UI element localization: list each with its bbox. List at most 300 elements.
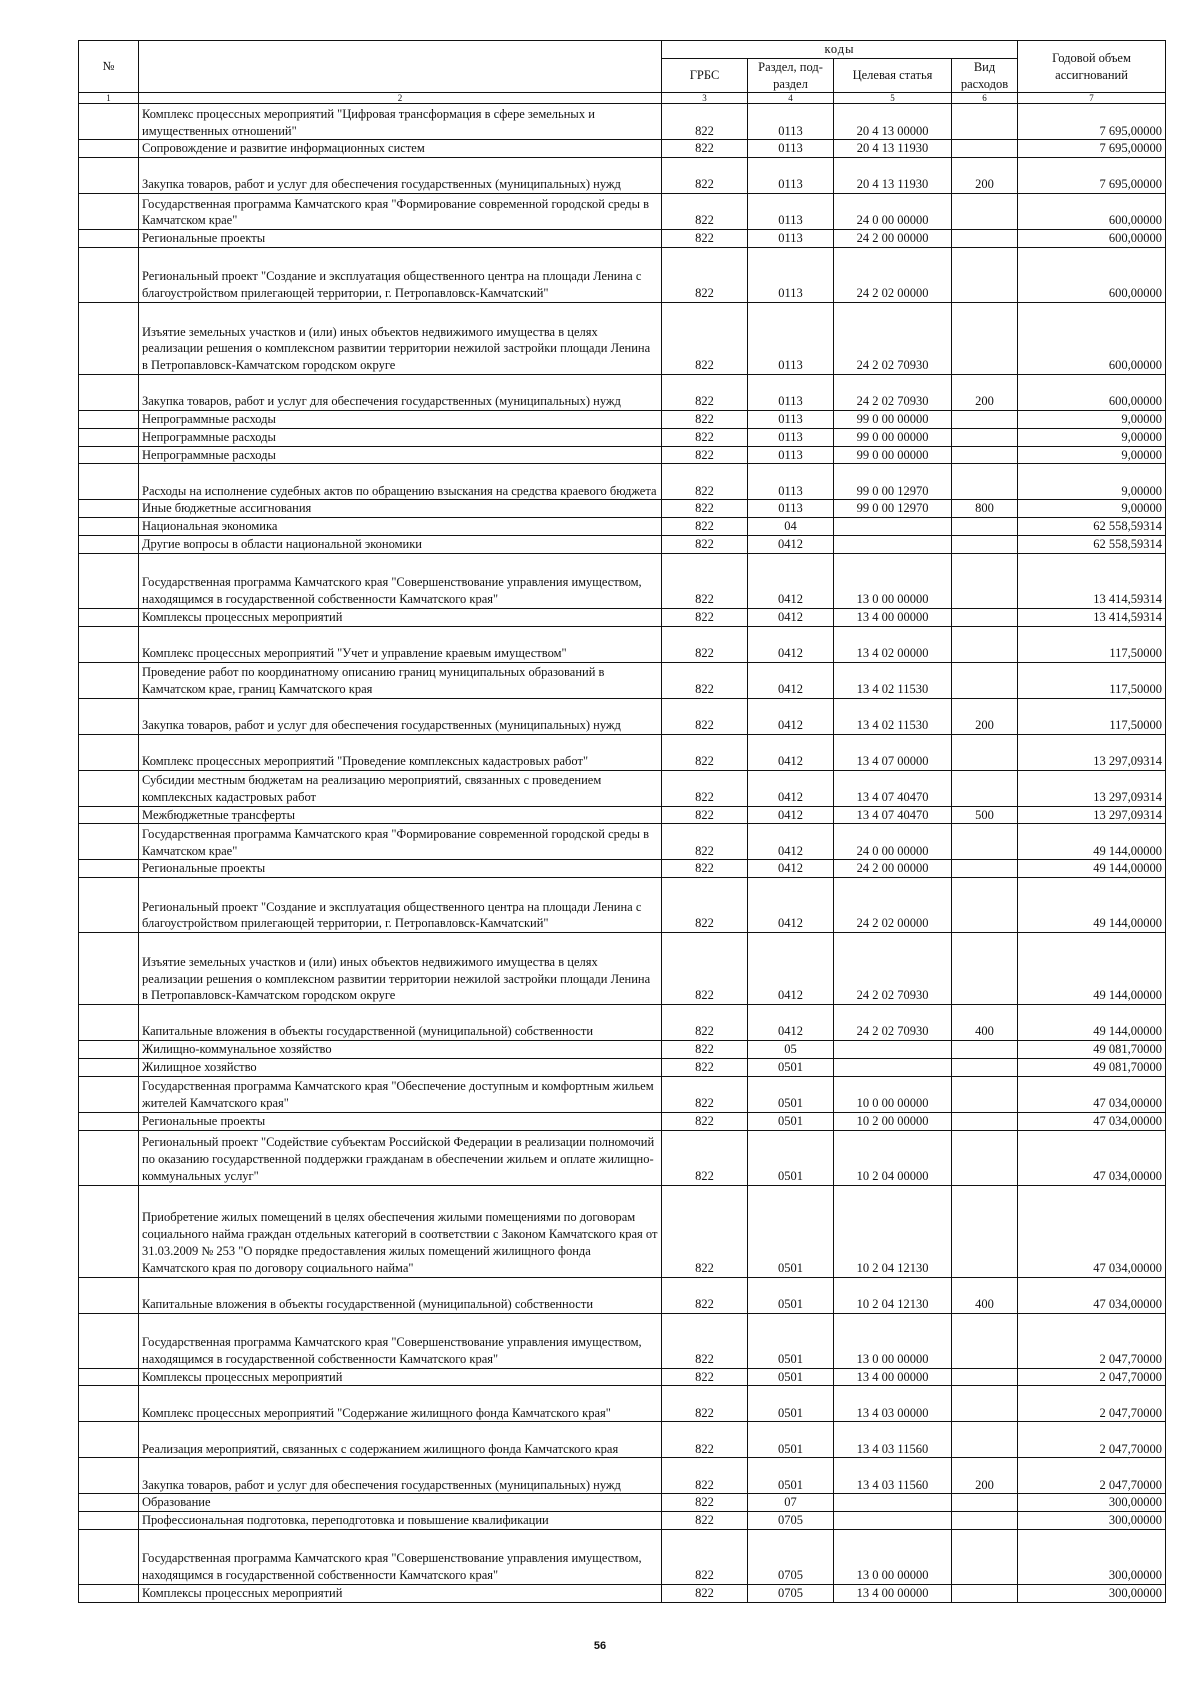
table-row: [79, 553, 1166, 608]
row-vid-cell: [952, 1584, 1018, 1602]
row-vid-cell: [952, 1112, 1018, 1130]
row-vid-cell: [952, 824, 1018, 860]
row-grbs-cell: 822: [662, 428, 748, 446]
row-sum-cell: 117,50000: [1018, 662, 1166, 698]
row-number-cell: [79, 770, 139, 806]
row-name-cell: Приобретение жилых помещений в целях обеспечения жилыми помещениями по договорам социального найма граждан отдельных категорий в соответствии с Законом Камчатского края от 31.03.2009 № 253 "О порядке предоставления жилых помещений жилищного фонда Камчатского края по договору социального найма": [139, 1185, 662, 1277]
table-row: [79, 1076, 1166, 1112]
row-grbs-cell: 822: [662, 158, 748, 194]
row-grbs-cell: 822: [662, 247, 748, 302]
row-razdel-cell: 0113: [748, 194, 834, 230]
row-tselevaya-cell: [834, 518, 952, 536]
row-name-cell: Региональный проект "Содействие субъектам Российской Федерации в реализации полномочий по оказанию государственной поддержки гражданам в обеспечении жильем и оплате жилищно-коммунальных услуг": [139, 1130, 662, 1185]
row-name-cell: Изъятие земельных участков и (или) иных объектов недвижимого имущества в целях реализации решения о комплексном развитии территории нежилой застройки площади Ленина в Петропавловск-Камчатском городском округе: [139, 933, 662, 1005]
row-sum-cell: 9,00000: [1018, 410, 1166, 428]
row-razdel-cell: 07: [748, 1494, 834, 1512]
row-number-cell: [79, 1422, 139, 1458]
table-row: [79, 1313, 1166, 1368]
row-tselevaya-cell: 20 4 13 11930: [834, 140, 952, 158]
table-row: [79, 1005, 1166, 1041]
header-name: [139, 41, 662, 93]
table-body: [79, 104, 1166, 1602]
row-tselevaya-cell: 13 4 07 40470: [834, 770, 952, 806]
row-tselevaya-cell: 13 4 03 00000: [834, 1386, 952, 1422]
row-tselevaya-cell: [834, 1512, 952, 1530]
row-grbs-cell: 822: [662, 464, 748, 500]
table-row: [79, 1058, 1166, 1076]
table-row: [79, 247, 1166, 302]
row-razdel-cell: 05: [748, 1041, 834, 1059]
table-row: [79, 194, 1166, 230]
row-grbs-cell: 822: [662, 1185, 748, 1277]
row-sum-cell: 62 558,59314: [1018, 535, 1166, 553]
row-number-cell: [79, 1529, 139, 1584]
row-razdel-cell: 0501: [748, 1185, 834, 1277]
row-sum-cell: 7 695,00000: [1018, 104, 1166, 140]
row-grbs-cell: 822: [662, 1313, 748, 1368]
row-tselevaya-cell: 99 0 00 00000: [834, 428, 952, 446]
row-name-cell: Жилищное хозяйство: [139, 1058, 662, 1076]
table-row: [79, 428, 1166, 446]
row-name-cell: Образование: [139, 1494, 662, 1512]
row-razdel-cell: 0412: [748, 553, 834, 608]
row-vid-cell: [952, 770, 1018, 806]
table-row: [79, 374, 1166, 410]
row-number-cell: [79, 1185, 139, 1277]
row-tselevaya-cell: [834, 1494, 952, 1512]
row-name-cell: Региональный проект "Создание и эксплуатация общественного центра на площади Ленина с благоустройством прилегающей территории, г. Петропавловск-Камчатский": [139, 247, 662, 302]
table-row: [79, 140, 1166, 158]
row-number-cell: [79, 662, 139, 698]
row-sum-cell: 49 081,70000: [1018, 1058, 1166, 1076]
row-grbs-cell: 822: [662, 446, 748, 464]
header-grbs: ГРБС: [662, 58, 748, 93]
row-tselevaya-cell: 13 4 02 11530: [834, 698, 952, 734]
row-sum-cell: 13 297,09314: [1018, 770, 1166, 806]
row-tselevaya-cell: 10 2 04 12130: [834, 1277, 952, 1313]
row-number-cell: [79, 374, 139, 410]
row-razdel-cell: 0412: [748, 698, 834, 734]
row-grbs-cell: 822: [662, 410, 748, 428]
row-grbs-cell: 822: [662, 608, 748, 626]
row-razdel-cell: 0113: [748, 247, 834, 302]
row-vid-cell: [952, 1368, 1018, 1386]
row-razdel-cell: 0113: [748, 104, 834, 140]
row-vid-cell: [952, 933, 1018, 1005]
table-row: [79, 698, 1166, 734]
row-vid-cell: 800: [952, 500, 1018, 518]
row-tselevaya-cell: 24 2 00 00000: [834, 230, 952, 248]
row-sum-cell: 49 144,00000: [1018, 933, 1166, 1005]
row-grbs-cell: 822: [662, 535, 748, 553]
row-tselevaya-cell: 13 4 00 00000: [834, 1584, 952, 1602]
row-sum-cell: 47 034,00000: [1018, 1277, 1166, 1313]
row-number-cell: [79, 1458, 139, 1494]
row-number-cell: [79, 158, 139, 194]
row-tselevaya-cell: 13 4 00 00000: [834, 608, 952, 626]
row-razdel-cell: 0501: [748, 1058, 834, 1076]
row-vid-cell: [952, 104, 1018, 140]
row-number-cell: [79, 1130, 139, 1185]
table-row: [79, 1185, 1166, 1277]
row-grbs-cell: 822: [662, 140, 748, 158]
row-razdel-cell: 0113: [748, 446, 834, 464]
row-sum-cell: 13 297,09314: [1018, 806, 1166, 824]
table-row: [79, 1130, 1166, 1185]
row-name-cell: Реализация мероприятий, связанных с содержанием жилищного фонда Камчатского края: [139, 1422, 662, 1458]
row-vid-cell: [952, 140, 1018, 158]
row-name-cell: Иные бюджетные ассигнования: [139, 500, 662, 518]
row-sum-cell: 117,50000: [1018, 626, 1166, 662]
row-grbs-cell: 822: [662, 374, 748, 410]
row-sum-cell: 600,00000: [1018, 374, 1166, 410]
row-vid-cell: [952, 1529, 1018, 1584]
row-sum-cell: 9,00000: [1018, 500, 1166, 518]
header-vid: Вид расходов: [952, 58, 1018, 93]
table-row: [79, 1422, 1166, 1458]
row-name-cell: Жилищно-коммунальное хозяйство: [139, 1041, 662, 1059]
row-number-cell: [79, 1494, 139, 1512]
table-row: [79, 1386, 1166, 1422]
table-row: [79, 1494, 1166, 1512]
row-number-cell: [79, 806, 139, 824]
row-number-cell: [79, 608, 139, 626]
row-number-cell: [79, 428, 139, 446]
row-razdel-cell: 0412: [748, 608, 834, 626]
row-grbs-cell: 822: [662, 302, 748, 374]
row-grbs-cell: 822: [662, 553, 748, 608]
table-row: [79, 1112, 1166, 1130]
row-sum-cell: 47 034,00000: [1018, 1185, 1166, 1277]
row-name-cell: Капитальные вложения в объекты государственной (муниципальной) собственности: [139, 1277, 662, 1313]
row-vid-cell: [952, 626, 1018, 662]
table-row: [79, 806, 1166, 824]
row-vid-cell: [952, 230, 1018, 248]
header-obem: Годовой объем ассигнований: [1018, 41, 1166, 93]
header-kody: коды: [662, 41, 1018, 59]
row-number-cell: [79, 410, 139, 428]
row-name-cell: Национальная экономика: [139, 518, 662, 536]
row-razdel-cell: 0705: [748, 1529, 834, 1584]
row-vid-cell: [952, 446, 1018, 464]
col-number: 2: [139, 93, 662, 104]
row-grbs-cell: 822: [662, 104, 748, 140]
row-number-cell: [79, 140, 139, 158]
row-vid-cell: [952, 553, 1018, 608]
row-number-cell: [79, 553, 139, 608]
row-number-cell: [79, 194, 139, 230]
row-razdel-cell: 0705: [748, 1512, 834, 1530]
row-vid-cell: [952, 302, 1018, 374]
row-grbs-cell: 822: [662, 194, 748, 230]
row-grbs-cell: 822: [662, 1130, 748, 1185]
row-vid-cell: [952, 194, 1018, 230]
row-tselevaya-cell: [834, 535, 952, 553]
row-name-cell: Региональные проекты: [139, 860, 662, 878]
page-number: 56: [593, 1640, 607, 1652]
row-razdel-cell: 0412: [748, 734, 834, 770]
row-name-cell: Государственная программа Камчатского края "Обеспечение доступным и комфортным жильем жителей Камчатского края": [139, 1076, 662, 1112]
row-razdel-cell: 0501: [748, 1422, 834, 1458]
row-razdel-cell: 04: [748, 518, 834, 536]
row-razdel-cell: 0113: [748, 410, 834, 428]
row-vid-cell: [952, 1494, 1018, 1512]
row-tselevaya-cell: 24 0 00 00000: [834, 824, 952, 860]
row-grbs-cell: 822: [662, 1584, 748, 1602]
row-name-cell: Сопровождение и развитие информационных систем: [139, 140, 662, 158]
table-row: [79, 626, 1166, 662]
table-row: [79, 1368, 1166, 1386]
table-row: [79, 933, 1166, 1005]
table-row: [79, 410, 1166, 428]
row-sum-cell: 300,00000: [1018, 1529, 1166, 1584]
row-number-cell: [79, 734, 139, 770]
row-razdel-cell: 0113: [748, 230, 834, 248]
header-razdel: Раздел, под-раздел: [748, 58, 834, 93]
row-sum-cell: 300,00000: [1018, 1494, 1166, 1512]
row-tselevaya-cell: 13 4 03 11560: [834, 1422, 952, 1458]
table-row: [79, 464, 1166, 500]
row-name-cell: Государственная программа Камчатского края "Совершенствование управления имуществом, находящимся в государственной собственности Камчатского края": [139, 1529, 662, 1584]
row-razdel-cell: 0412: [748, 770, 834, 806]
row-tselevaya-cell: 10 2 04 00000: [834, 1130, 952, 1185]
row-tselevaya-cell: [834, 1058, 952, 1076]
row-sum-cell: 117,50000: [1018, 698, 1166, 734]
row-tselevaya-cell: 13 4 03 11560: [834, 1458, 952, 1494]
row-sum-cell: 600,00000: [1018, 194, 1166, 230]
row-grbs-cell: 822: [662, 860, 748, 878]
row-number-cell: [79, 1368, 139, 1386]
table-row: [79, 608, 1166, 626]
row-razdel-cell: 0501: [748, 1458, 834, 1494]
row-tselevaya-cell: [834, 1041, 952, 1059]
row-number-cell: [79, 626, 139, 662]
row-razdel-cell: 0501: [748, 1386, 834, 1422]
row-sum-cell: 9,00000: [1018, 446, 1166, 464]
row-sum-cell: 13 414,59314: [1018, 608, 1166, 626]
row-razdel-cell: 0113: [748, 140, 834, 158]
row-tselevaya-cell: 10 0 00 00000: [834, 1076, 952, 1112]
row-vid-cell: [952, 535, 1018, 553]
row-number-cell: [79, 698, 139, 734]
row-tselevaya-cell: 13 4 02 11530: [834, 662, 952, 698]
row-vid-cell: [952, 1313, 1018, 1368]
row-grbs-cell: 822: [662, 1458, 748, 1494]
row-razdel-cell: 0113: [748, 500, 834, 518]
row-razdel-cell: 0412: [748, 1005, 834, 1041]
row-razdel-cell: 0705: [748, 1584, 834, 1602]
table-row: [79, 1277, 1166, 1313]
row-grbs-cell: 822: [662, 734, 748, 770]
row-sum-cell: 49 144,00000: [1018, 1005, 1166, 1041]
row-sum-cell: 2 047,70000: [1018, 1422, 1166, 1458]
row-sum-cell: 600,00000: [1018, 230, 1166, 248]
row-tselevaya-cell: 20 4 13 00000: [834, 104, 952, 140]
row-grbs-cell: 822: [662, 1494, 748, 1512]
row-vid-cell: [952, 1041, 1018, 1059]
row-sum-cell: 300,00000: [1018, 1584, 1166, 1602]
row-sum-cell: 49 144,00000: [1018, 878, 1166, 933]
row-number-cell: [79, 1076, 139, 1112]
row-tselevaya-cell: 13 0 00 00000: [834, 1313, 952, 1368]
row-sum-cell: 2 047,70000: [1018, 1313, 1166, 1368]
row-vid-cell: 500: [952, 806, 1018, 824]
row-name-cell: Региональные проекты: [139, 1112, 662, 1130]
row-vid-cell: 400: [952, 1277, 1018, 1313]
row-number-cell: [79, 1041, 139, 1059]
row-razdel-cell: 0412: [748, 806, 834, 824]
row-vid-cell: [952, 608, 1018, 626]
row-tselevaya-cell: 10 2 00 00000: [834, 1112, 952, 1130]
row-name-cell: Межбюджетные трансферты: [139, 806, 662, 824]
row-razdel-cell: 0113: [748, 158, 834, 194]
row-sum-cell: 300,00000: [1018, 1512, 1166, 1530]
row-grbs-cell: 822: [662, 500, 748, 518]
row-tselevaya-cell: 99 0 00 12970: [834, 464, 952, 500]
table-row: [79, 662, 1166, 698]
row-tselevaya-cell: 20 4 13 11930: [834, 158, 952, 194]
row-tselevaya-cell: 24 2 02 70930: [834, 302, 952, 374]
row-sum-cell: 49 144,00000: [1018, 860, 1166, 878]
row-grbs-cell: 822: [662, 1277, 748, 1313]
row-sum-cell: 600,00000: [1018, 302, 1166, 374]
row-number-cell: [79, 1277, 139, 1313]
row-razdel-cell: 0412: [748, 933, 834, 1005]
row-grbs-cell: 822: [662, 698, 748, 734]
row-vid-cell: [952, 662, 1018, 698]
table-row: [79, 824, 1166, 860]
table-row: [79, 1529, 1166, 1584]
row-vid-cell: [952, 1422, 1018, 1458]
row-number-cell: [79, 1584, 139, 1602]
row-razdel-cell: 0501: [748, 1076, 834, 1112]
row-sum-cell: 2 047,70000: [1018, 1368, 1166, 1386]
table-row: [79, 230, 1166, 248]
col-number: 4: [748, 93, 834, 104]
row-razdel-cell: 0113: [748, 302, 834, 374]
row-name-cell: Закупка товаров, работ и услуг для обеспечения государственных (муниципальных) нужд: [139, 698, 662, 734]
row-vid-cell: [952, 1130, 1018, 1185]
row-name-cell: Региональные проекты: [139, 230, 662, 248]
row-tselevaya-cell: 99 0 00 00000: [834, 446, 952, 464]
table-row: [79, 1458, 1166, 1494]
row-name-cell: Государственная программа Камчатского края "Формирование современной городской среды в Камчатском крае": [139, 194, 662, 230]
row-name-cell: Комплекс процессных мероприятий "Учет и управление краевым имуществом": [139, 626, 662, 662]
header-no: №: [79, 41, 139, 93]
col-number: 6: [952, 93, 1018, 104]
row-vid-cell: [952, 1386, 1018, 1422]
row-number-cell: [79, 535, 139, 553]
row-vid-cell: [952, 464, 1018, 500]
row-name-cell: Расходы на исполнение судебных актов по обращению взыскания на средства краевого бюджета: [139, 464, 662, 500]
table-row: [79, 500, 1166, 518]
row-grbs-cell: 822: [662, 1512, 748, 1530]
row-vid-cell: [952, 247, 1018, 302]
row-vid-cell: [952, 428, 1018, 446]
table-row: [79, 446, 1166, 464]
row-tselevaya-cell: 13 4 00 00000: [834, 1368, 952, 1386]
row-vid-cell: [952, 518, 1018, 536]
col-number: 1: [79, 93, 139, 104]
row-name-cell: Закупка товаров, работ и услуг для обеспечения государственных (муниципальных) нужд: [139, 158, 662, 194]
row-sum-cell: 7 695,00000: [1018, 158, 1166, 194]
row-name-cell: Профессиональная подготовка, переподготовка и повышение квалификации: [139, 1512, 662, 1530]
row-number-cell: [79, 933, 139, 1005]
row-number-cell: [79, 464, 139, 500]
row-tselevaya-cell: 24 0 00 00000: [834, 194, 952, 230]
row-tselevaya-cell: 24 2 02 00000: [834, 247, 952, 302]
header-tselevaya: Целевая статья: [834, 58, 952, 93]
row-vid-cell: [952, 1058, 1018, 1076]
table-row: [79, 878, 1166, 933]
row-sum-cell: 47 034,00000: [1018, 1112, 1166, 1130]
row-vid-cell: [952, 1512, 1018, 1530]
row-tselevaya-cell: 13 0 00 00000: [834, 553, 952, 608]
row-vid-cell: [952, 734, 1018, 770]
row-sum-cell: 49 144,00000: [1018, 824, 1166, 860]
row-vid-cell: 200: [952, 374, 1018, 410]
table-row: [79, 302, 1166, 374]
row-name-cell: Капитальные вложения в объекты государственной (муниципальной) собственности: [139, 1005, 662, 1041]
row-tselevaya-cell: 24 2 02 70930: [834, 374, 952, 410]
row-number-cell: [79, 104, 139, 140]
row-name-cell: Комплексы процессных мероприятий: [139, 608, 662, 626]
row-sum-cell: 47 034,00000: [1018, 1076, 1166, 1112]
row-number-cell: [79, 1058, 139, 1076]
row-name-cell: Изъятие земельных участков и (или) иных объектов недвижимого имущества в целях реализации решения о комплексном развитии территории нежилой застройки площади Ленина в Петропавловск-Камчатском городском округе: [139, 302, 662, 374]
row-number-cell: [79, 230, 139, 248]
row-grbs-cell: 822: [662, 824, 748, 860]
row-name-cell: Государственная программа Камчатского края "Формирование современной городской среды в Камчатском крае": [139, 824, 662, 860]
row-vid-cell: 200: [952, 158, 1018, 194]
row-grbs-cell: 822: [662, 1422, 748, 1458]
row-razdel-cell: 0501: [748, 1130, 834, 1185]
row-name-cell: Закупка товаров, работ и услуг для обеспечения государственных (муниципальных) нужд: [139, 374, 662, 410]
row-razdel-cell: 0412: [748, 626, 834, 662]
row-tselevaya-cell: 99 0 00 00000: [834, 410, 952, 428]
row-number-cell: [79, 860, 139, 878]
row-razdel-cell: 0412: [748, 878, 834, 933]
row-number-cell: [79, 302, 139, 374]
row-number-cell: [79, 878, 139, 933]
row-sum-cell: 2 047,70000: [1018, 1386, 1166, 1422]
col-number: 7: [1018, 93, 1166, 104]
row-sum-cell: 9,00000: [1018, 464, 1166, 500]
table-row: [79, 860, 1166, 878]
row-sum-cell: 13 297,09314: [1018, 734, 1166, 770]
row-grbs-cell: 822: [662, 1112, 748, 1130]
table-row: [79, 734, 1166, 770]
row-number-cell: [79, 1386, 139, 1422]
row-grbs-cell: 822: [662, 878, 748, 933]
row-razdel-cell: 0412: [748, 824, 834, 860]
row-grbs-cell: 822: [662, 1529, 748, 1584]
row-vid-cell: 400: [952, 1005, 1018, 1041]
table-row: [79, 1041, 1166, 1059]
row-number-cell: [79, 247, 139, 302]
row-sum-cell: 9,00000: [1018, 428, 1166, 446]
row-number-cell: [79, 824, 139, 860]
row-grbs-cell: 822: [662, 626, 748, 662]
row-razdel-cell: 0412: [748, 860, 834, 878]
row-name-cell: Другие вопросы в области национальной экономики: [139, 535, 662, 553]
table-row: [79, 535, 1166, 553]
row-razdel-cell: 0501: [748, 1112, 834, 1130]
row-sum-cell: 600,00000: [1018, 247, 1166, 302]
row-razdel-cell: 0412: [748, 535, 834, 553]
row-tselevaya-cell: 10 2 04 12130: [834, 1185, 952, 1277]
row-number-cell: [79, 1005, 139, 1041]
